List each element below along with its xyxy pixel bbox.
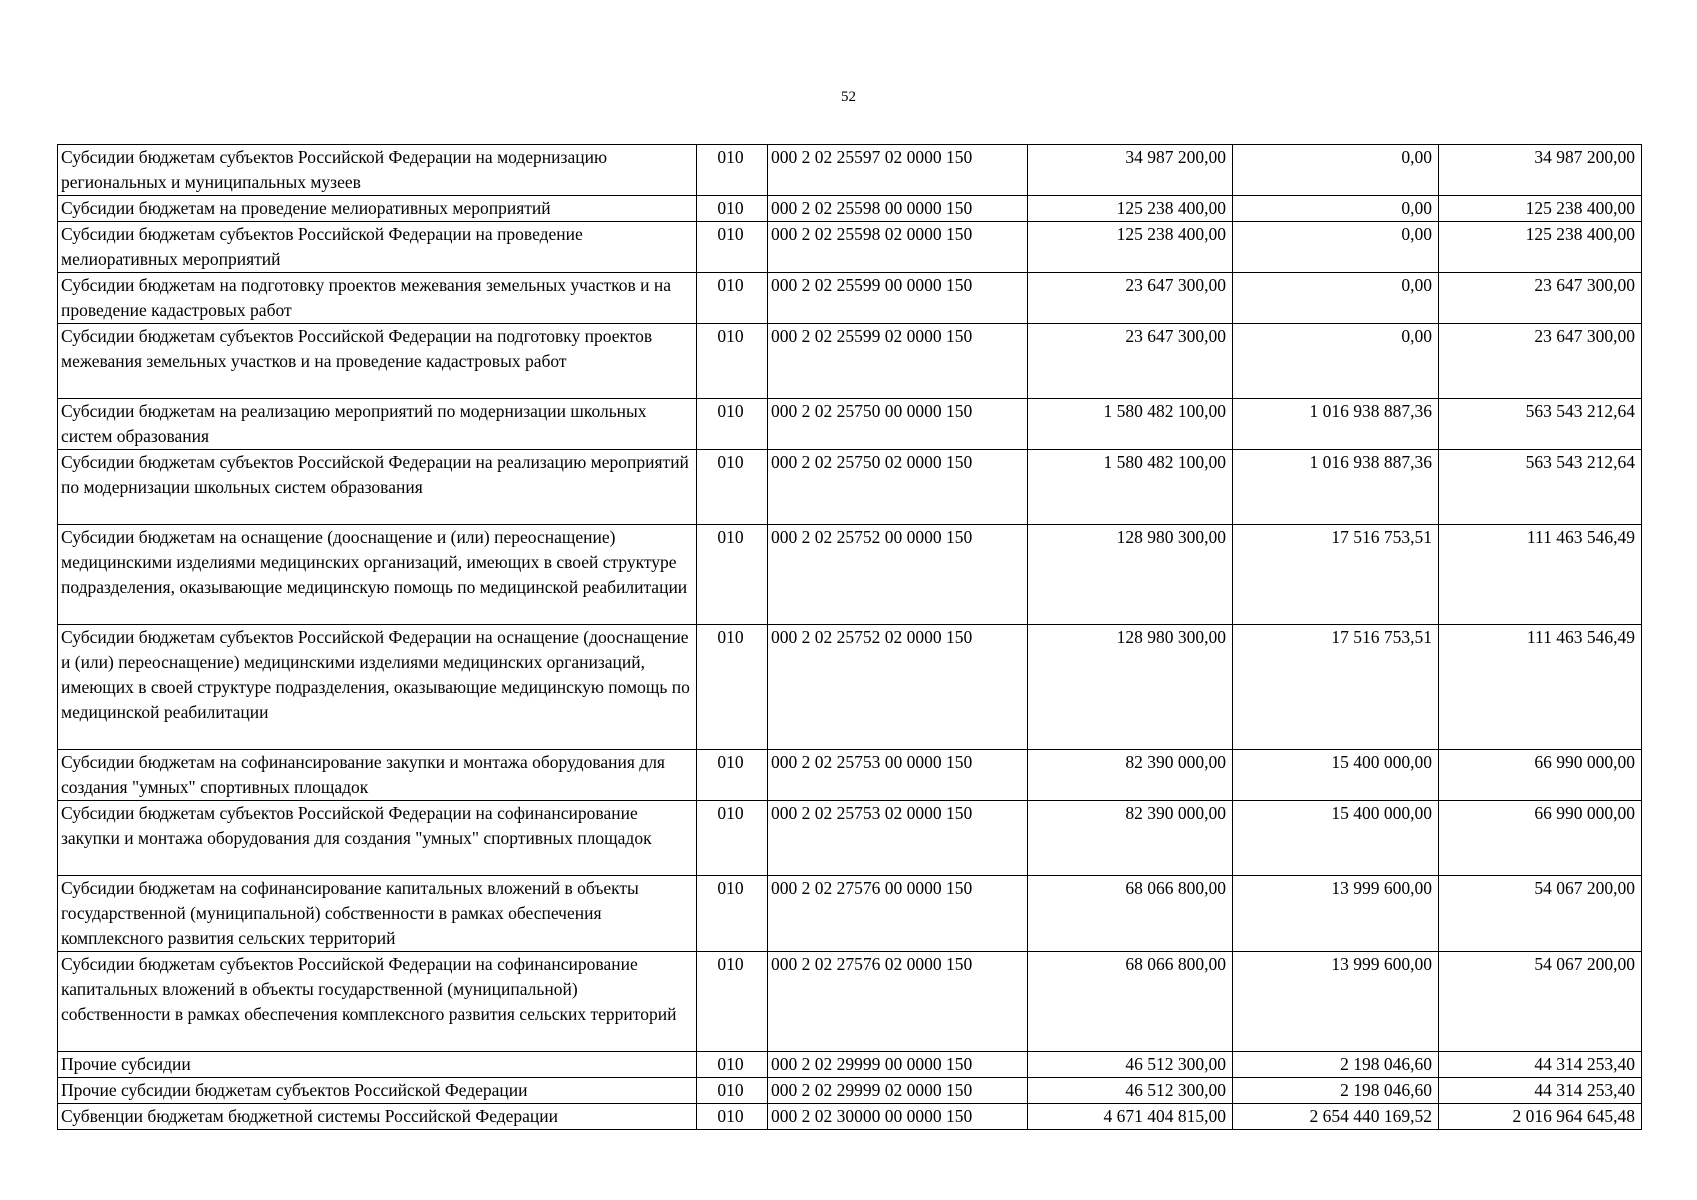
row-budget-code: 000 2 02 29999 02 0000 150 (768, 1078, 1028, 1104)
row-approved: 82 390 000,00 (1028, 750, 1233, 801)
table-row (58, 324, 1642, 399)
row-budget-code: 000 2 02 25752 02 0000 150 (768, 625, 1028, 750)
row-budget-code: 000 2 02 27576 02 0000 150 (768, 952, 1028, 1052)
row-approved: 125 238 400,00 (1028, 222, 1233, 273)
row-remainder: 125 238 400,00 (1439, 196, 1642, 222)
row-executed: 17 516 753,51 (1233, 625, 1439, 750)
table-row (58, 450, 1642, 525)
table-row (58, 1104, 1642, 1130)
table-row (58, 952, 1642, 1052)
table-row (58, 525, 1642, 625)
row-executed: 0,00 (1233, 324, 1439, 399)
row-executed: 13 999 600,00 (1233, 952, 1439, 1052)
row-remainder: 34 987 200,00 (1439, 145, 1642, 196)
table-row (58, 399, 1642, 450)
row-remainder: 111 463 546,49 (1439, 625, 1642, 750)
row-executed: 0,00 (1233, 222, 1439, 273)
row-name: Субсидии бюджетам на проведение мелиоративных мероприятий (58, 196, 697, 222)
row-approved: 82 390 000,00 (1028, 801, 1233, 876)
row-budget-code: 000 2 02 25599 00 0000 150 (768, 273, 1028, 324)
row-name: Субсидии бюджетам на оснащение (дооснащение и (или) переоснащение) медицинскими изделиями медицинских организаций, имеющих в своей структуре подразделения, оказывающие медицинскую помощь по медицинской реабилитации (58, 525, 697, 625)
row-budget-code: 000 2 02 25597 02 0000 150 (768, 145, 1028, 196)
row-name: Субсидии бюджетам субъектов Российской Федерации на проведение мелиоративных мероприятий (58, 222, 697, 273)
row-name: Субсидии бюджетам субъектов Российской Федерации на оснащение (дооснащение и (или) переоснащение) медицинскими изделиями медицинских организаций, имеющих в своей структуре подразделения, оказывающие медицинскую помощь по медицинской реабилитации (58, 625, 697, 750)
row-remainder: 23 647 300,00 (1439, 273, 1642, 324)
row-name: Субсидии бюджетам субъектов Российской Федерации на реализацию мероприятий по модернизации школьных систем образования (58, 450, 697, 525)
row-approved: 1 580 482 100,00 (1028, 450, 1233, 525)
row-approved: 23 647 300,00 (1028, 324, 1233, 399)
row-executed: 1 016 938 887,36 (1233, 399, 1439, 450)
table-row (58, 145, 1642, 196)
row-approved: 128 980 300,00 (1028, 525, 1233, 625)
row-remainder: 54 067 200,00 (1439, 952, 1642, 1052)
row-name: Субсидии бюджетам на подготовку проектов межевания земельных участков и на проведение кадастровых работ (58, 273, 697, 324)
row-approved: 23 647 300,00 (1028, 273, 1233, 324)
table-row (58, 222, 1642, 273)
row-executed: 0,00 (1233, 145, 1439, 196)
row-name: Прочие субсидии (58, 1052, 697, 1078)
row-budget-code: 000 2 02 25598 00 0000 150 (768, 196, 1028, 222)
row-executed: 0,00 (1233, 196, 1439, 222)
row-admin-code: 010 (697, 876, 768, 952)
row-name: Субсидии бюджетам на софинансирование закупки и монтажа оборудования для создания "умных" спортивных площадок (58, 750, 697, 801)
page-number: 52 (841, 89, 856, 105)
row-remainder: 44 314 253,40 (1439, 1078, 1642, 1104)
row-remainder: 563 543 212,64 (1439, 399, 1642, 450)
row-admin-code: 010 (697, 196, 768, 222)
row-remainder: 66 990 000,00 (1439, 750, 1642, 801)
row-name: Субсидии бюджетам субъектов Российской Федерации на модернизацию региональных и муниципальных музеев (58, 145, 697, 196)
table-row (58, 273, 1642, 324)
row-admin-code: 010 (697, 222, 768, 273)
row-approved: 46 512 300,00 (1028, 1078, 1233, 1104)
row-remainder: 23 647 300,00 (1439, 324, 1642, 399)
row-budget-code: 000 2 02 25752 00 0000 150 (768, 525, 1028, 625)
row-executed: 15 400 000,00 (1233, 750, 1439, 801)
row-admin-code: 010 (697, 750, 768, 801)
row-remainder: 66 990 000,00 (1439, 801, 1642, 876)
row-admin-code: 010 (697, 801, 768, 876)
row-budget-code: 000 2 02 25753 02 0000 150 (768, 801, 1028, 876)
row-budget-code: 000 2 02 25753 00 0000 150 (768, 750, 1028, 801)
row-approved: 4 671 404 815,00 (1028, 1104, 1233, 1130)
table-row (58, 196, 1642, 222)
row-name: Субсидии бюджетам на софинансирование капитальных вложений в объекты государственной (муниципальной) собственности в рамках обеспечения комплексного развития сельских территорий (58, 876, 697, 952)
row-budget-code: 000 2 02 30000 00 0000 150 (768, 1104, 1028, 1130)
row-approved: 68 066 800,00 (1028, 952, 1233, 1052)
table-row (58, 750, 1642, 801)
row-admin-code: 010 (697, 625, 768, 750)
row-approved: 125 238 400,00 (1028, 196, 1233, 222)
row-remainder: 54 067 200,00 (1439, 876, 1642, 952)
row-admin-code: 010 (697, 450, 768, 525)
row-name: Субвенции бюджетам бюджетной системы Российской Федерации (58, 1104, 697, 1130)
row-budget-code: 000 2 02 25750 02 0000 150 (768, 450, 1028, 525)
row-executed: 2 654 440 169,52 (1233, 1104, 1439, 1130)
row-name: Субсидии бюджетам на реализацию мероприятий по модернизации школьных систем образования (58, 399, 697, 450)
row-remainder: 125 238 400,00 (1439, 222, 1642, 273)
table-row (58, 625, 1642, 750)
row-budget-code: 000 2 02 25750 00 0000 150 (768, 399, 1028, 450)
table-row (58, 801, 1642, 876)
table-row (58, 876, 1642, 952)
row-executed: 1 016 938 887,36 (1233, 450, 1439, 525)
row-admin-code: 010 (697, 1078, 768, 1104)
row-admin-code: 010 (697, 1052, 768, 1078)
row-name: Субсидии бюджетам субъектов Российской Федерации на софинансирование капитальных вложений в объекты государственной (муниципальной) собственности в рамках обеспечения комплексного развития сельских территорий (58, 952, 697, 1052)
row-admin-code: 010 (697, 399, 768, 450)
row-budget-code: 000 2 02 29999 00 0000 150 (768, 1052, 1028, 1078)
row-executed: 17 516 753,51 (1233, 525, 1439, 625)
row-remainder: 44 314 253,40 (1439, 1052, 1642, 1078)
row-admin-code: 010 (697, 145, 768, 196)
row-admin-code: 010 (697, 952, 768, 1052)
row-executed: 2 198 046,60 (1233, 1078, 1439, 1104)
row-budget-code: 000 2 02 27576 00 0000 150 (768, 876, 1028, 952)
row-approved: 1 580 482 100,00 (1028, 399, 1233, 450)
row-admin-code: 010 (697, 1104, 768, 1130)
table-row (58, 1078, 1642, 1104)
row-executed: 13 999 600,00 (1233, 876, 1439, 952)
row-admin-code: 010 (697, 525, 768, 625)
row-name: Субсидии бюджетам субъектов Российской Федерации на софинансирование закупки и монтажа оборудования для создания "умных" спортивных площадок (58, 801, 697, 876)
row-budget-code: 000 2 02 25598 02 0000 150 (768, 222, 1028, 273)
row-approved: 46 512 300,00 (1028, 1052, 1233, 1078)
row-remainder: 2 016 964 645,48 (1439, 1104, 1642, 1130)
budget-table (57, 144, 1642, 1130)
row-admin-code: 010 (697, 324, 768, 399)
row-remainder: 563 543 212,64 (1439, 450, 1642, 525)
row-budget-code: 000 2 02 25599 02 0000 150 (768, 324, 1028, 399)
row-name: Прочие субсидии бюджетам субъектов Российской Федерации (58, 1078, 697, 1104)
row-approved: 128 980 300,00 (1028, 625, 1233, 750)
table-row (58, 1052, 1642, 1078)
row-name: Субсидии бюджетам субъектов Российской Федерации на подготовку проектов межевания земельных участков и на проведение кадастровых работ (58, 324, 697, 399)
row-admin-code: 010 (697, 273, 768, 324)
row-executed: 0,00 (1233, 273, 1439, 324)
row-executed: 2 198 046,60 (1233, 1052, 1439, 1078)
row-remainder: 111 463 546,49 (1439, 525, 1642, 625)
row-approved: 34 987 200,00 (1028, 145, 1233, 196)
row-executed: 15 400 000,00 (1233, 801, 1439, 876)
row-approved: 68 066 800,00 (1028, 876, 1233, 952)
